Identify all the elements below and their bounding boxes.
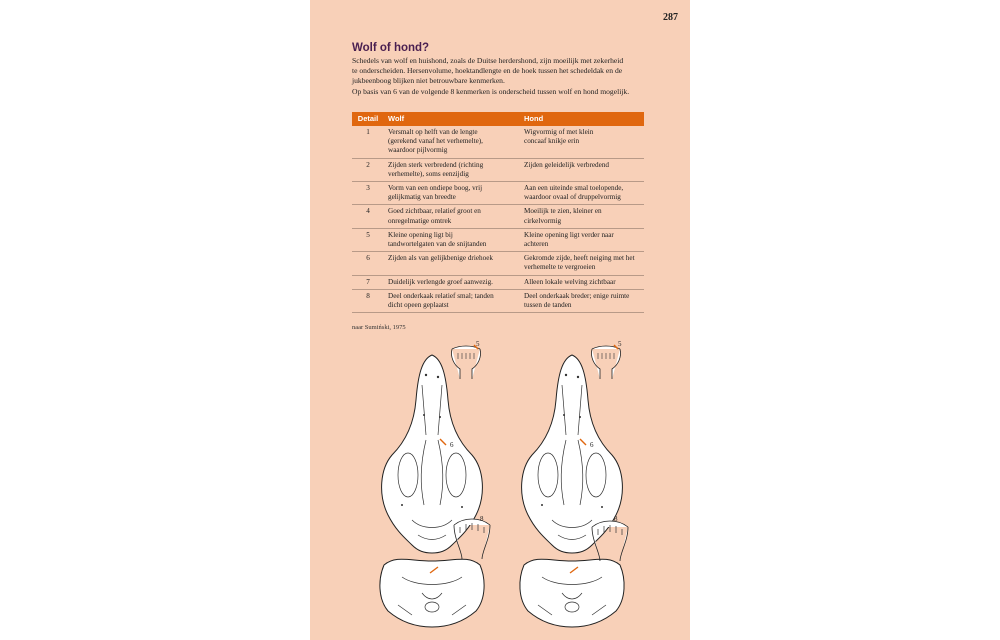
cell-line: Deel onderkaak relatief smal; tanden (388, 291, 494, 300)
cell-hond (520, 292, 644, 310)
comparison-table (352, 112, 644, 313)
cell-line: Aan een uiteinde smal toelopende, (524, 184, 624, 193)
cell-line: achteren (524, 240, 549, 249)
cell-line: Goed zichtbaar, relatief groot en (388, 207, 481, 216)
cell-wolf (384, 184, 520, 202)
cell-hond (520, 231, 644, 249)
cell-line: Zijden geleidelijk verbredend (524, 160, 610, 169)
cell-line: Versmalt op helft van de lengte (388, 128, 478, 136)
intro-line: Schedels van wolf en huishond, zoals de Duitse herdershond, zijn moeilijk met zekerheid (352, 56, 624, 65)
table-row (352, 205, 644, 228)
table-row (352, 126, 644, 159)
cell-line: Deel onderkaak breder; enige ruimte (524, 291, 630, 300)
cell-detail: 8 (366, 291, 370, 300)
figure-label-5-left: 5 (476, 340, 480, 348)
intro-paragraph (352, 56, 652, 97)
cell-line: Vorm van een ondiepe boog, vrij (388, 184, 483, 193)
cell-line: waardoor pijlvormig (388, 146, 448, 155)
cell-line: tussen de tanden (524, 301, 572, 310)
cell-line: Wigvormig of met klein (524, 128, 594, 136)
cell-line: verhemelte), soms eenzijdig (388, 169, 469, 178)
cell-line: Zijden als van gelijkbenige driehoek (388, 254, 493, 263)
skull-illustrations (0, 335, 1000, 640)
section-title: Wolf of hond? (352, 42, 430, 54)
intro-line: te onderscheiden. Hersenvolume, hoektandlengte en de hoek tussen het schedeldak en de (352, 66, 623, 76)
table-row (352, 290, 644, 313)
cell-hond (520, 128, 644, 156)
figure-label-6-left: 6 (450, 441, 454, 449)
cell-line: tandwortelgaten van de snijtanden (388, 240, 487, 249)
cell-hond (520, 254, 644, 272)
cell-wolf (384, 254, 520, 272)
cell-wolf (384, 292, 520, 310)
cell-line: Kleine opening ligt bij (388, 230, 453, 239)
cell-line: verhemelte te vergroeien (524, 263, 596, 272)
page-number: 287 (663, 12, 678, 23)
cell-line: cirkelvormig (524, 216, 562, 225)
figure-label-8-right: 8 (614, 515, 618, 523)
cell-detail: 3 (366, 184, 370, 193)
cell-wolf (384, 278, 520, 287)
cell-line: Kleine opening ligt verder naar (524, 230, 614, 239)
cell-wolf (384, 207, 520, 225)
cell-line: dicht opeen geplaatst (388, 301, 449, 310)
table-row (352, 252, 644, 275)
cell-hond (520, 161, 644, 179)
cell-wolf (384, 231, 520, 249)
cell-line: Moeilijk te zien, kleiner en (524, 207, 602, 216)
cell-detail: 5 (366, 230, 370, 239)
cell-hond (520, 184, 644, 202)
figure-label-8-left: 8 (480, 515, 484, 523)
cell-detail: 2 (366, 160, 370, 169)
cell-detail: 7 (366, 277, 370, 286)
header-detail: Detail (357, 114, 379, 124)
cell-line: Zijden sterk verbredend (richting (388, 160, 484, 169)
intro-line: Op basis van 6 van de volgende 8 kenmerken is onderscheid tussen wolf en hond mogelijk. (352, 86, 630, 96)
cell-detail: 4 (366, 207, 370, 216)
dog-skull-illustration (520, 345, 628, 627)
figure-label-5-right: 5 (618, 340, 622, 348)
table-header (352, 112, 644, 126)
cell-line: Gekromde zijde, heeft neiging met het (524, 254, 635, 263)
cell-line: concaaf knikje erin (524, 137, 580, 146)
cell-hond (520, 207, 644, 225)
source-citation: naar Sumiński, 1975 (352, 324, 406, 331)
cell-line: onregelmatige omtrek (388, 216, 452, 225)
cell-line: waardoor ovaal of druppelvormig (524, 193, 621, 202)
cell-line: (gerekend vanaf het verhemelte), (388, 137, 483, 146)
table-row (352, 229, 644, 252)
cell-detail: 1 (366, 128, 370, 136)
header-hond: Hond (524, 114, 544, 124)
cell-detail: 6 (366, 254, 370, 263)
cell-wolf (384, 128, 520, 156)
cell-line: gelijkmatig van breedte (388, 193, 456, 202)
cell-line: Alleen lokale welving zichtbaar (524, 277, 616, 286)
figure-label-6-right: 6 (590, 441, 594, 449)
table-row (352, 159, 644, 182)
wolf-skull-illustration (380, 345, 490, 627)
cell-line: Duidelijk verlengde groef aanwezig. (388, 277, 493, 286)
intro-line: jukbeenboog blijken niet betrouwbare kenmerken. (352, 76, 505, 86)
table-row (352, 182, 644, 205)
table-body (352, 126, 644, 313)
cell-wolf (384, 161, 520, 179)
header-wolf: Wolf (388, 114, 405, 124)
table-row (352, 276, 644, 290)
cell-hond (520, 278, 644, 287)
